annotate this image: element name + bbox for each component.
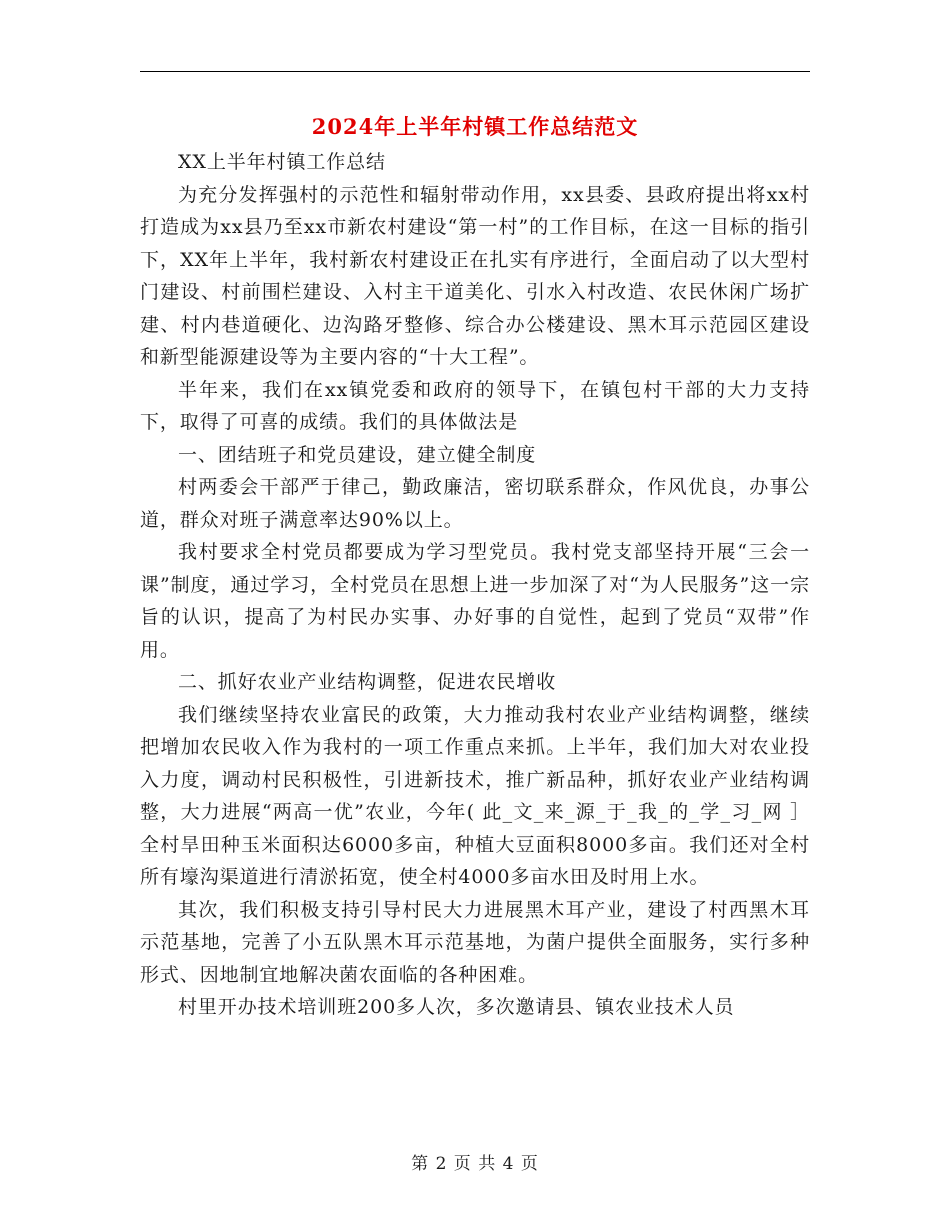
- document-body: [140, 146, 810, 1024]
- paragraph: 村里开办技术培训班200多人次，多次邀请县、镇农业技术人员: [178, 996, 735, 1018]
- paragraph: 其次，我们积极支持引导村民大力进展黑木耳产业，建设了村西黑木耳示范基地，完善了小五队黑木耳示范基地，为菌户提供全面服务，实行多种形式、因地制宜地解决菌农面临的各种困难。: [140, 898, 810, 986]
- section-heading: 一、团结班子和党员建设，建立健全制度: [178, 443, 537, 466]
- section-heading: 二、抓好农业产业结构调整，促进农民增收: [178, 671, 557, 693]
- paragraph: 我们继续坚持农业富民的政策，大力推动我村农业产业结构调整，继续把增加农民收入作为我村的一项工作重点来抓。上半年，我们加大对农业投入力度，调动村民积极性，引进新技术，推广新品种，抓好农业产业结构调整，大力进展“两高一优”农业，今年( 此_文_来_源_于_我_的_学_习_网 ］全村旱田种玉米面积达6000多亩，种植大豆面积8000多亩。我们还对全村所有壕沟渠道进行清淤拓宽，使全村4000多亩水田及时用上水。: [140, 703, 810, 888]
- paragraph: 我村要求全村党员都要成为学习型党员。我村党支部坚持开展“三会一课”制度，通过学习，全村党员在思想上进一步加深了对“为人民服务”这一宗旨的认识，提高了为村民办实事、办好事的自觉性，起到了党员“双带”作用。: [140, 541, 810, 661]
- paragraph: 为充分发挥强村的示范性和辐射带动作用，xx县委、县政府提出将xx村打造成为xx县乃至xx市新农村建设“第一村”的工作目标，在这一目标的指引下，XX年上半年，我村新农村建设正在扎实有序进行，全面启动了以大型村门建设、村前围栏建设、入村主干道美化、引水入村改造、农民休闲广场扩建、村内巷道硬化、边沟路牙整修、综合办公楼建设、黑木耳示范园区建设和新型能源建设等为主要内容的“十大工程”。: [140, 183, 810, 368]
- document-title: 2024年上半年村镇工作总结范文: [311, 114, 639, 139]
- paragraph: 村两委会干部严于律己，勤政廉洁，密切联系群众，作风优良，办事公道，群众对班子满意率达90%以上。: [140, 476, 810, 531]
- paragraph: 半年来，我们在xx镇党委和政府的领导下，在镇包村干部的大力支持下，取得了可喜的成绩。我们的具体做法是: [140, 378, 810, 433]
- page-number: 第 2 页 共 4 页: [411, 1154, 539, 1174]
- header-rule: [140, 71, 810, 72]
- paragraph-subtitle: XX上半年村镇工作总结: [178, 151, 386, 173]
- page-footer: [0, 1152, 950, 1176]
